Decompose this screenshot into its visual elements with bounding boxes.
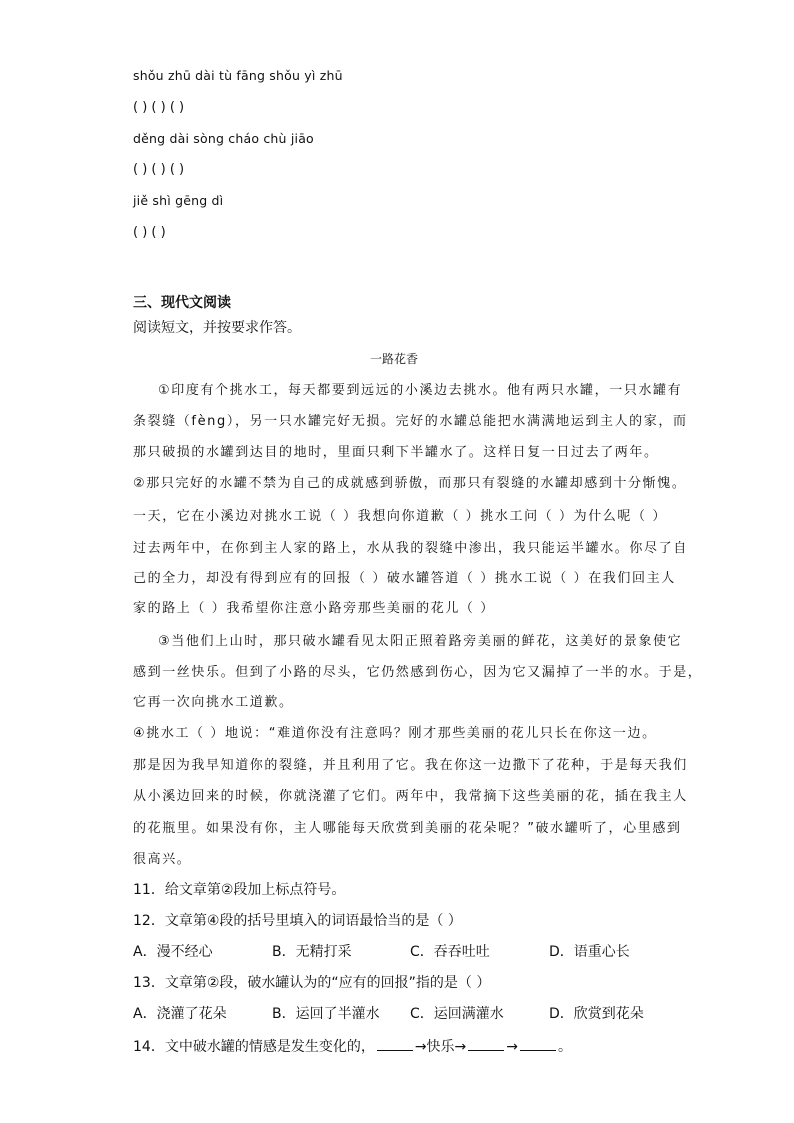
answer-blank-3[interactable] [520, 1038, 556, 1051]
option-b[interactable]: B．无精打采 [272, 944, 352, 960]
passage-line: 那只破损的水罐到达目的地时，里面只剩下半罐水了。这样日复一日过去了两年。 [133, 445, 659, 460]
answer-brackets-row-1[interactable]: ( ) ( ) ( ) [133, 100, 185, 115]
question-14 [133, 1036, 572, 1056]
question-13: 13．文章第②段，破水罐认为的“应有的回报”指的是（ ） [133, 975, 491, 991]
option-d[interactable]: D．欣赏到花朵 [549, 1006, 644, 1022]
section-instruction: 阅读短文，并按要求作答。 [133, 320, 301, 336]
passage-line: ①印度有个挑水工，每天都要到远远的小溪边去挑水。他有两只水罐，一只水罐有 [158, 383, 683, 398]
option-a[interactable]: A．漫不经心 [133, 944, 213, 960]
option-b[interactable]: B．运回了半灌水 [272, 1006, 380, 1022]
pinyin-row-1: shǒu zhū dài tù fāng shǒu yì zhū [133, 68, 343, 83]
passage-line: 很高兴。 [133, 852, 192, 867]
answer-blank-2[interactable] [468, 1038, 504, 1051]
pinyin-row-2: děng dài sòng cháo chù jiāo [133, 131, 314, 146]
arrow-text: → [506, 1039, 519, 1055]
option-d[interactable]: D．语重心长 [549, 944, 630, 960]
passage-line: 的花瓶里。如果没有你，主人哪能每天欣赏到美丽的花朵呢？”破水罐听了，心里感到 [133, 821, 682, 836]
passage-title: 一路花香 [370, 352, 419, 366]
question-11: 11．给文章第②段加上标点符号。 [133, 882, 346, 898]
passage-line: 己的全力，却没有得到应有的回报（ ）破水罐答道（ ）挑水工说（ ）在我们回主人 [133, 571, 676, 586]
passage-line: 条裂缝（fèng），另一只水罐完好无损。完好的水罐总能把水满满地运到主人的家，而 [133, 414, 688, 429]
question-14-prefix: 14．文中破水罐的情感是发生变化的， [133, 1039, 375, 1055]
answer-brackets-row-2[interactable]: ( ) ( ) ( ) [133, 162, 185, 177]
arrow-text: →快乐→ [414, 1039, 467, 1055]
answer-brackets-row-3[interactable]: ( ) ( ) [133, 225, 166, 240]
passage-line: 那是因为我早知道你的裂缝，并且利用了它。我在你这一边撒下了花种，于是每天我们 [133, 758, 688, 773]
passage-line: 从小溪边回来的时候，你就浇灌了它们。两年中，我常摘下这些美丽的花，插在我主人 [133, 789, 688, 804]
option-c[interactable]: C．运回满灌水 [410, 1006, 504, 1022]
option-c[interactable]: C．吞吞吐吐 [410, 944, 490, 960]
passage-line: 感到一丝快乐。但到了小路的尽头，它仍然感到伤心，因为它又漏掉了一半的水。于是， [133, 665, 703, 680]
passage-line: 过去两年中，在你到主人家的路上，水从我的裂缝中渗出，我只能运半罐水。你尽了自 [133, 541, 688, 556]
section-heading: 三、现代文阅读 [133, 295, 231, 311]
pinyin-row-3: jiě shì gēng dì [133, 193, 224, 208]
answer-blank-1[interactable] [377, 1038, 413, 1051]
passage-line: 它再一次向挑水工道歉。 [133, 695, 294, 710]
question-12: 12．文章第④段的括号里填入的词语最恰当的是（ ） [133, 913, 462, 929]
option-a[interactable]: A．浇灌了花朵 [133, 1006, 227, 1022]
passage-line: 一天，它在小溪边对挑水工说（ ）我想向你道歉（ ）挑水工问（ ）为什么呢（ ） [133, 509, 667, 524]
passage-line: ④挑水工（ ）地说：“难道你没有注意吗？刚才那些美丽的花儿只长在你这一边。 [133, 726, 657, 741]
passage-line: ②那只完好的水罐不禁为自己的成就感到骄傲，而那只有裂缝的水罐却感到十分惭愧。 [133, 476, 687, 491]
passage-line: ③当他们上山时，那只破水罐看见太阳正照着路旁美丽的鲜花，这美好的景象使它 [158, 634, 683, 649]
question-14-end: 。 [558, 1039, 573, 1055]
passage-line: 家的路上（ ）我希望你注意小路旁那些美丽的花儿（ ） [133, 601, 495, 616]
